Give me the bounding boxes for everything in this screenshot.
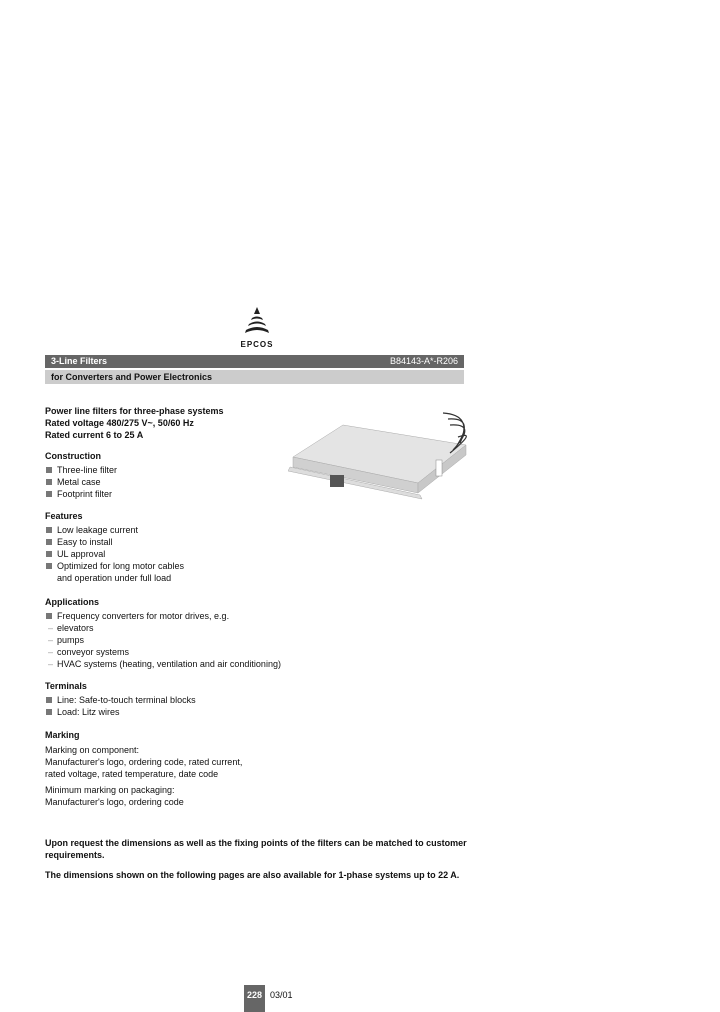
page-number: 228	[244, 985, 265, 1012]
sub-list-item: – conveyor systems	[45, 646, 281, 658]
epcos-logo	[236, 306, 278, 349]
marking-line: rated voltage, rated temperature, date code	[45, 769, 219, 779]
epcos-logo-icon	[242, 306, 272, 336]
intro-line: Power line filters for three-phase systems	[45, 406, 224, 416]
intro-line: Rated current 6 to 25 A	[45, 430, 144, 440]
section-title: Terminals	[45, 681, 87, 691]
sub-list-item: – elevators	[45, 622, 281, 634]
note-paragraph: The dimensions shown on the following pages are also available for 1-phase systems up to 22 A.	[45, 870, 460, 880]
list-item-continued: and operation under full load	[57, 573, 172, 583]
header-bar	[45, 355, 464, 368]
subtitle: for Converters and Power Electronics	[51, 372, 213, 382]
product-code: B84143-A*-R206	[389, 356, 458, 366]
marking-line: Marking on component:	[45, 745, 140, 755]
list-item: Metal case	[45, 476, 117, 488]
intro	[45, 405, 224, 441]
sub-list-item: – pumps	[45, 634, 281, 646]
marking-line: Manufacturer's logo, ordering code, rated current,	[45, 757, 243, 767]
section-title: Marking	[45, 730, 80, 740]
features-section	[45, 511, 184, 584]
construction-section	[45, 451, 117, 500]
marking-line: Minimum marking on packaging:	[45, 785, 175, 795]
list-item: UL approval	[45, 548, 184, 560]
filter-product-image	[288, 405, 468, 500]
list-item: Footprint filter	[45, 488, 117, 500]
note-paragraph: Upon request the dimensions as well as the fixing points of the filters can be matched to customer requirements.	[45, 838, 467, 860]
list-item: Optimized for long motor cables	[45, 560, 184, 572]
marking-line: Manufacturer's logo, ordering code	[45, 797, 184, 807]
section-title: Applications	[45, 597, 100, 607]
marking-section	[45, 730, 242, 808]
list-item: Three-line filter	[45, 464, 117, 476]
list-item: Frequency converters for motor drives, e.g.	[45, 610, 281, 622]
list-item: Line: Safe-to-touch terminal blocks	[45, 694, 196, 706]
issue-date: 03/01	[270, 990, 293, 1000]
applications-section	[45, 597, 281, 670]
logo-text: EPCOS	[240, 340, 274, 349]
terminals-section	[45, 681, 196, 718]
intro-line: Rated voltage 480/275 V~, 50/60 Hz	[45, 418, 194, 428]
list-item: Load: Litz wires	[45, 706, 196, 718]
sub-list-item: – HVAC systems (heating, ventilation and air conditioning)	[45, 658, 281, 670]
section-title: Construction	[45, 451, 101, 461]
list-item: Easy to install	[45, 536, 184, 548]
subheader-bar	[45, 370, 464, 384]
product-family: 3-Line Filters	[51, 356, 108, 366]
section-title: Features	[45, 511, 83, 521]
list-item: Low leakage current	[45, 524, 184, 536]
